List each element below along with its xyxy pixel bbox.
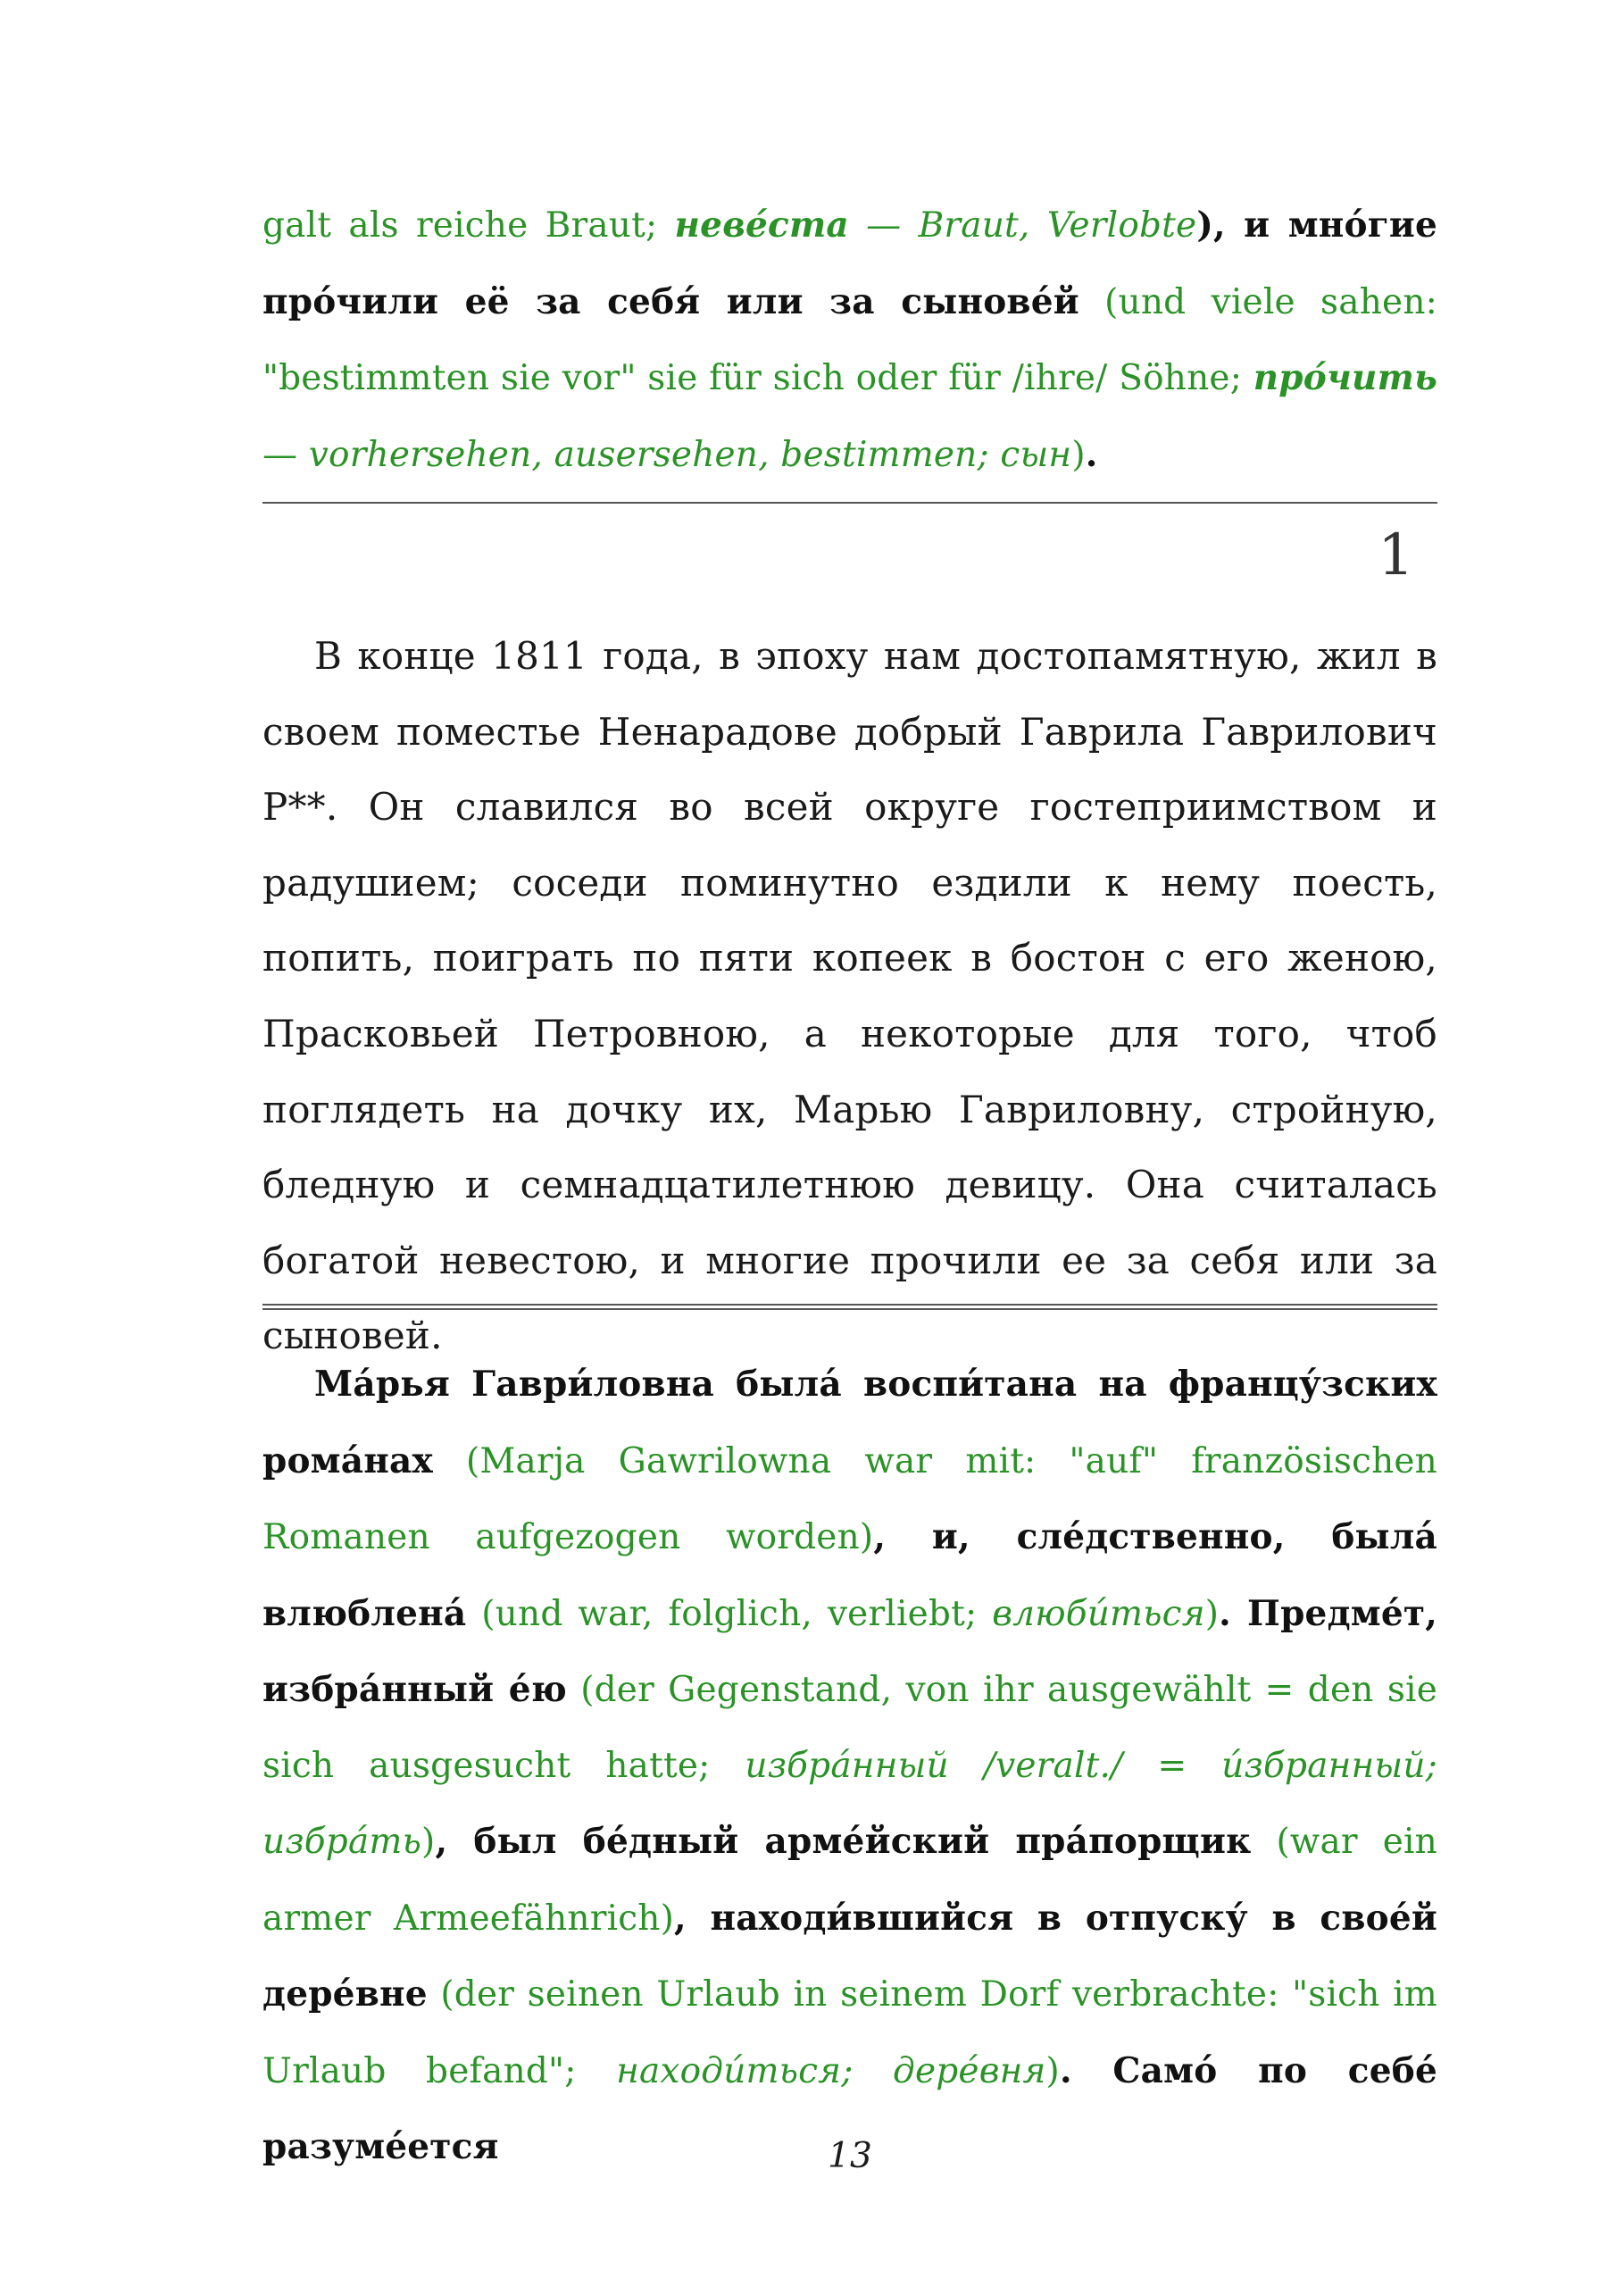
gloss-text: (der seinen Urlaub in seinem Dorf verbrachte: "sich im Urlaub befand";: [262, 1974, 1437, 2091]
gloss-definition: — Braut, Verlobte: [848, 205, 1197, 246]
gloss-text: (und war, folglich, verliebt;: [466, 1593, 993, 1634]
russian-punctuation: ),: [1196, 204, 1245, 246]
russian-text: . Предме́т, избра́нный е́ю: [262, 1592, 1437, 1710]
gloss-text: galt als reiche Braut;: [262, 205, 675, 246]
gloss-italic: избра́нный /veralt./ = и́збранный; избра́ть: [262, 1745, 1437, 1862]
gloss-text: (der Gegenstand, von ihr ausgewählt = den sie sich ausgesucht hatte;: [262, 1670, 1437, 1786]
russian-text: . Само́ по себе́ разуме́ется: [262, 2049, 1437, 2167]
russian-text: , находи́вшийся в отпуску́ в свое́й дере́вне: [262, 1897, 1437, 2015]
study-paragraph: [262, 1347, 1437, 2186]
gloss-text: (war ein armer Armeefähnrich): [262, 1822, 1438, 1939]
page-number: 13: [828, 2136, 872, 2176]
gloss-italic: влюби́ться: [992, 1593, 1205, 1634]
gloss-close: ): [1204, 1593, 1220, 1634]
gloss-close: ): [421, 1822, 436, 1862]
gloss-text: (Marja Gawrilowna war mit: "auf" französischen Romanen aufgezogen worden): [262, 1440, 1437, 1557]
chapter-number: 1: [1378, 522, 1414, 588]
section-divider: [262, 502, 1437, 504]
gloss-close: ): [1071, 434, 1086, 475]
gloss-headword: про́чить: [1253, 357, 1437, 398]
double-divider: [262, 1304, 1437, 1310]
russian-text: Ма́рья Гаври́ловна была́ воспи́тана на францу́зских рома́нах: [262, 1364, 1437, 1481]
gloss-definition: — vorhersehen, ausersehen, bestimmen; сын: [262, 434, 1072, 475]
original-text-paragraph: В конце 1811 года, в эпоху нам достопамятную, жил в своем поместье Ненарадове добрый Гаврила Гаврилович Р**. Он славился во всей округе гостеприимством и радушием; соседи поминутно ездили к нему поесть, попить, поиграть по пяти копеек в бостон с его женою, Прасковьей Петровною, а некоторые для того, чтоб поглядеть на дочку их, Марью Гавриловну, стройную, бледную и семнадцатилетнюю девицу. Она считалась богатой невестою, и многие прочили ее за себя или за сыновей.: [262, 634, 1437, 1358]
russian-text: и мно́гие про́чили её за себя́ или за сынове́й: [262, 204, 1437, 322]
gloss-headword: неве́ста: [674, 204, 849, 246]
russian-text: , и, сле́дственно, была́ влюблена́: [262, 1516, 1437, 1634]
gloss-italic: находи́ться; дере́вня: [616, 2050, 1046, 2091]
study-paragraph-continued: [262, 188, 1437, 493]
gloss-text: (und viele sahen: "bestimmten sie vor" sie für sich oder für /ihre/ Söhne;: [262, 281, 1437, 398]
russian-punctuation: .: [1085, 433, 1098, 475]
gloss-close: ): [1045, 2050, 1060, 2091]
russian-text: , был бе́дный арме́йский пра́порщик: [435, 1821, 1252, 1862]
